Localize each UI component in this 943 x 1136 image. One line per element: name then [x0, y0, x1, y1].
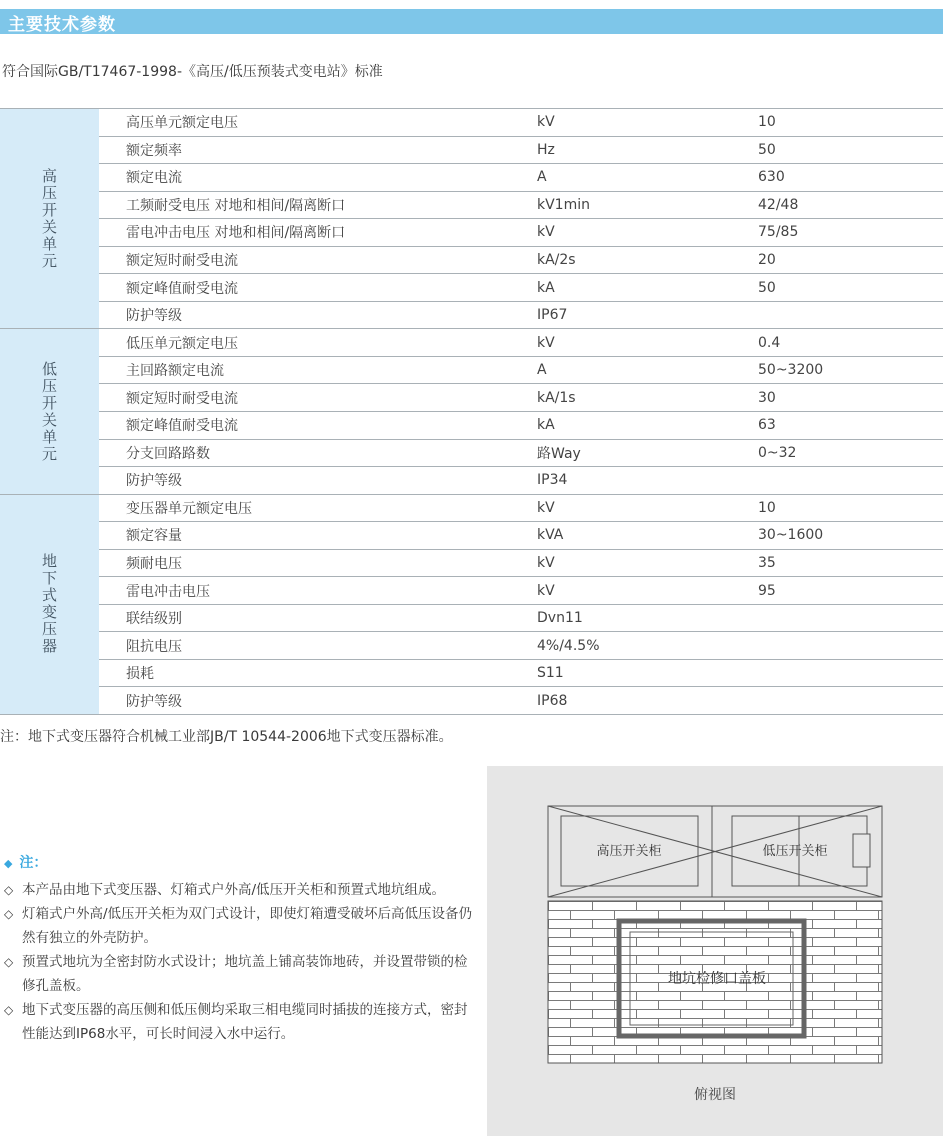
value-cell: 75/85 [754, 219, 943, 247]
table-row [0, 301, 943, 329]
unit-cell: kV [511, 549, 754, 577]
value-cell: 50 [754, 274, 943, 302]
diagram-caption: 俯视图 [694, 1087, 736, 1103]
cabinet-handle [853, 834, 870, 867]
notes-title [4, 852, 474, 872]
table-row [0, 687, 943, 715]
unit-cell: kV [511, 577, 754, 605]
diamond-outline-icon: ◇ [4, 883, 14, 897]
value-cell [754, 467, 943, 495]
diamond-outline-icon: ◇ [4, 907, 14, 921]
value-cell: 20 [754, 246, 943, 274]
note-text: 预置式地坑为全密封防水式设计；地坑盖上铺高装饰地砖，并设置带锁的检修孔盖板。 [22, 954, 468, 994]
list-item [4, 998, 474, 1046]
table-row [0, 467, 943, 495]
value-cell: 50 [754, 136, 943, 164]
table-row [0, 577, 943, 605]
group-cell [0, 329, 99, 494]
table-row [0, 522, 943, 550]
unit-cell: 4%/4.5% [511, 632, 754, 660]
table-row [0, 274, 943, 302]
unit-cell: kA/1s [511, 384, 754, 412]
value-cell: 0~32 [754, 439, 943, 467]
list-item [4, 950, 474, 998]
unit-cell: IP68 [511, 687, 754, 715]
param-cell: 主回路额定电流 [99, 356, 511, 384]
value-cell: 50~3200 [754, 356, 943, 384]
param-cell: 高压单元额定电压 [99, 109, 511, 137]
table-row [0, 191, 943, 219]
diamond-icon: ◆ [4, 857, 13, 870]
group-cell [0, 494, 99, 714]
value-cell: 10 [754, 494, 943, 522]
table-row [0, 384, 943, 412]
param-cell: 额定短时耐受电流 [99, 246, 511, 274]
param-cell: 变压器单元额定电压 [99, 494, 511, 522]
value-cell: 0.4 [754, 329, 943, 357]
value-cell [754, 301, 943, 329]
param-cell: 分支回路路数 [99, 439, 511, 467]
param-cell: 额定电流 [99, 164, 511, 192]
table-row [0, 329, 943, 357]
value-cell: 63 [754, 412, 943, 440]
table-row [0, 219, 943, 247]
value-cell [754, 632, 943, 660]
unit-cell: 路Way [511, 439, 754, 467]
top-view-diagram [487, 766, 943, 1136]
table-row [0, 136, 943, 164]
value-cell: 30 [754, 384, 943, 412]
unit-cell: kV [511, 109, 754, 137]
note-text: 地下式变压器的高压侧和低压侧均采取三相电缆同时插拔的连接方式，密封性能达到IP68水平，可长时间浸入水中运行。 [22, 1002, 468, 1042]
table-row [0, 604, 943, 632]
unit-cell: S11 [511, 659, 754, 687]
value-cell: 42/48 [754, 191, 943, 219]
group-cell [0, 109, 99, 329]
param-cell: 防护等级 [99, 301, 511, 329]
list-item [4, 902, 474, 950]
unit-cell: Hz [511, 136, 754, 164]
unit-cell: kA/2s [511, 246, 754, 274]
table-row [0, 659, 943, 687]
unit-cell: A [511, 164, 754, 192]
param-cell: 防护等级 [99, 467, 511, 495]
footnote: 注：地下式变压器符合机械工业部JB/T 10544-2006地下式变压器标准。 [0, 729, 453, 745]
unit-cell: kVA [511, 522, 754, 550]
param-cell: 频耐电压 [99, 549, 511, 577]
top-view-drawing [487, 766, 943, 1136]
standard-text: 符合国际GB/T17467-1998-《高压/低压预装式变电站》标准 [2, 64, 383, 80]
table-row [0, 109, 943, 137]
lv-cabinet-label: 低压开关柜 [762, 844, 828, 859]
group-label: 高压开关单元 [41, 166, 57, 270]
param-cell: 低压单元额定电压 [99, 329, 511, 357]
note-text: 本产品由地下式变压器、灯箱式户外高/低压开关柜和预置式地坑组成。 [22, 882, 446, 898]
section-title: 主要技术参数 [8, 15, 116, 35]
brick-pit [548, 901, 882, 1063]
unit-cell: kV [511, 329, 754, 357]
param-cell: 雷电冲击电压 [99, 577, 511, 605]
spec-table [0, 108, 943, 715]
param-cell: 联结级别 [99, 604, 511, 632]
value-cell: 10 [754, 109, 943, 137]
diamond-outline-icon: ◇ [4, 1003, 14, 1017]
hv-cabinet-label: 高压开关柜 [596, 844, 662, 859]
param-cell: 阻抗电压 [99, 632, 511, 660]
table-row [0, 164, 943, 192]
value-cell [754, 604, 943, 632]
param-cell: 雷电冲击电压 对地和相间/隔离断口 [99, 219, 511, 247]
table-row [0, 246, 943, 274]
cabinet-outline [548, 806, 882, 897]
notes-block [4, 852, 474, 1046]
group-label: 地下式变压器 [41, 552, 57, 656]
unit-cell: IP34 [511, 467, 754, 495]
table-row [0, 632, 943, 660]
table-row [0, 439, 943, 467]
param-cell: 损耗 [99, 659, 511, 687]
unit-cell: kA [511, 274, 754, 302]
group-label: 低压开关单元 [41, 359, 57, 463]
value-cell: 30~1600 [754, 522, 943, 550]
table-row [0, 494, 943, 522]
pit-cover-label: 地坑检修口盖板 [668, 971, 766, 987]
param-cell: 额定峰值耐受电流 [99, 274, 511, 302]
param-cell: 工频耐受电压 对地和相间/隔离断口 [99, 191, 511, 219]
unit-cell: A [511, 356, 754, 384]
unit-cell: kV [511, 494, 754, 522]
table-row [0, 549, 943, 577]
notes-title-text: 注： [19, 855, 48, 871]
value-cell: 95 [754, 577, 943, 605]
section-title-bar [0, 9, 943, 34]
table-row [0, 356, 943, 384]
table-row [0, 412, 943, 440]
unit-cell: IP67 [511, 301, 754, 329]
diamond-outline-icon: ◇ [4, 955, 14, 969]
note-text: 灯箱式户外高/低压开关柜为双门式设计，即使灯箱遭受破坏后高低压设备仍然有独立的外壳防护。 [22, 906, 473, 946]
list-item [4, 878, 474, 902]
value-cell [754, 659, 943, 687]
unit-cell: kV1min [511, 191, 754, 219]
unit-cell: kV [511, 219, 754, 247]
param-cell: 额定峰值耐受电流 [99, 412, 511, 440]
unit-cell: kA [511, 412, 754, 440]
unit-cell: Dvn11 [511, 604, 754, 632]
param-cell: 防护等级 [99, 687, 511, 715]
param-cell: 额定短时耐受电流 [99, 384, 511, 412]
value-cell: 35 [754, 549, 943, 577]
param-cell: 额定频率 [99, 136, 511, 164]
param-cell: 额定容量 [99, 522, 511, 550]
value-cell: 630 [754, 164, 943, 192]
value-cell [754, 687, 943, 715]
